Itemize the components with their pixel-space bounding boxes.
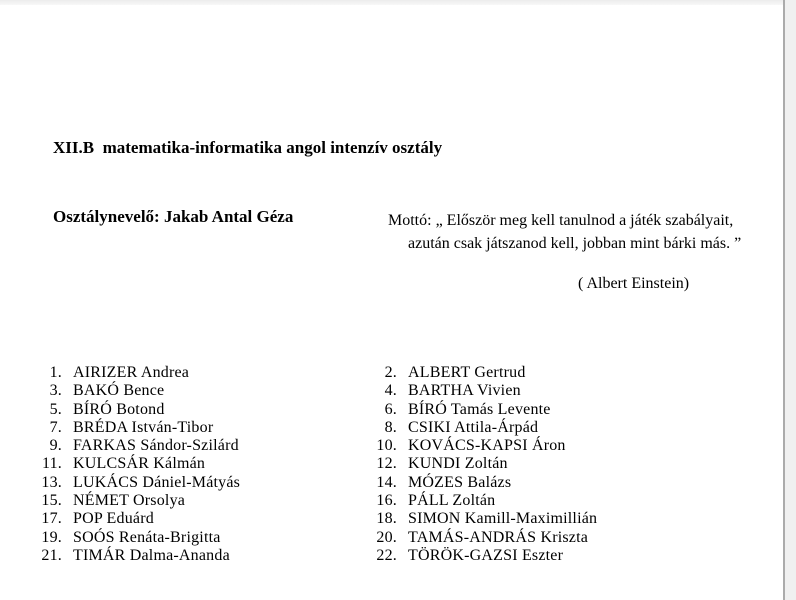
student-list-item: [36, 455, 240, 473]
student-number: 16.: [376, 492, 397, 510]
right-background-strip: [783, 0, 796, 600]
student-name: ALBERT Gertrud: [408, 364, 526, 381]
student-roster-right-column: [371, 364, 597, 565]
student-number: 14.: [376, 473, 397, 491]
student-number: 15.: [41, 492, 62, 510]
student-name: BRÉDA István-Tibor: [73, 418, 214, 436]
student-number: 7.: [49, 418, 62, 436]
class-title: XII.B matematika-informatika angol intenzív osztály: [53, 138, 443, 157]
teacher-line: Osztálynevelő: Jakab Antal Géza: [53, 207, 294, 226]
student-name: BAKÓ Bence: [73, 382, 165, 400]
student-name: FARKAS Sándor-Szilárd: [73, 437, 239, 455]
student-list-item: [371, 364, 597, 382]
student-list-item: [371, 401, 597, 419]
motto-attribution: ( Albert Einstein): [578, 275, 690, 292]
student-number: 21.: [41, 546, 62, 564]
student-name: BÍRÓ Botond: [73, 400, 165, 418]
student-name: KUNDI Zoltán: [408, 455, 508, 473]
student-name: SOÓS Renáta-Brigitta: [73, 528, 221, 546]
student-name: BARTHA Vivien: [408, 382, 521, 400]
student-name: TAMÁS-ANDRÁS Kriszta: [408, 528, 589, 546]
student-list-item: [36, 437, 240, 455]
student-number: 6.: [384, 400, 397, 418]
student-list-item: [371, 492, 597, 510]
student-number: 19.: [41, 528, 62, 546]
motto-line-2: azután csak játszanod kell, jobban mint bárki más. ”: [408, 235, 742, 252]
student-name: SIMON Kamill-Maximillián: [408, 510, 598, 528]
student-number: 11.: [41, 455, 62, 473]
student-number: 9.: [49, 437, 62, 455]
student-number: 12.: [376, 455, 397, 473]
student-list-item: [371, 455, 597, 473]
student-number: 2.: [384, 364, 397, 381]
student-number: 20.: [376, 528, 397, 546]
student-name: KULCSÁR Kálmán: [73, 455, 206, 473]
student-number: 4.: [384, 382, 397, 400]
student-name: NÉMET Orsolya: [73, 492, 186, 510]
student-list-item: [371, 474, 597, 492]
student-name: KOVÁCS-KAPSI Áron: [408, 437, 566, 455]
student-number: 3.: [49, 382, 62, 400]
student-list-item: [36, 529, 240, 547]
student-name: TÖRÖK-GAZSI Eszter: [408, 546, 564, 564]
student-list-item: [371, 382, 597, 400]
student-name: TIMÁR Dalma-Ananda: [73, 546, 230, 564]
student-list-item: [36, 492, 240, 510]
student-name: CSIKI Attila-Árpád: [408, 418, 539, 436]
student-number: 5.: [49, 400, 62, 418]
student-list-item: [371, 419, 597, 437]
student-number: 17.: [41, 510, 62, 528]
student-list-item: [36, 474, 240, 492]
student-name: BÍRÓ Tamás Levente: [408, 400, 551, 418]
student-number: 10.: [376, 437, 397, 455]
student-name: MÓZES Balázs: [408, 473, 512, 491]
student-number: 1.: [49, 364, 62, 381]
student-list-item: [36, 419, 240, 437]
student-number: 8.: [384, 418, 397, 436]
student-roster-left-column: [36, 364, 240, 565]
student-name: POP Eduárd: [73, 510, 154, 528]
student-number: 22.: [376, 546, 397, 564]
student-list-item: [36, 510, 240, 528]
student-list-item: [371, 510, 597, 528]
student-name: LUKÁCS Dániel-Mátyás: [73, 473, 241, 491]
student-number: 13.: [41, 473, 62, 491]
student-number: 18.: [376, 510, 397, 528]
student-list-item: [371, 547, 597, 565]
motto-line-1: Mottó: „ Először meg kell tanulnod a játék szabályait,: [388, 212, 734, 229]
student-list-item: [36, 547, 240, 565]
student-name: PÁLL Zoltán: [408, 492, 496, 510]
student-list-item: [36, 401, 240, 419]
student-name: AIRIZER Andrea: [73, 364, 190, 381]
student-list-item: [371, 437, 597, 455]
student-list-item: [371, 529, 597, 547]
student-list-item: [36, 382, 240, 400]
document-header: [53, 90, 442, 274]
student-list-item: [36, 364, 240, 382]
top-edge-strip: [0, 0, 796, 5]
